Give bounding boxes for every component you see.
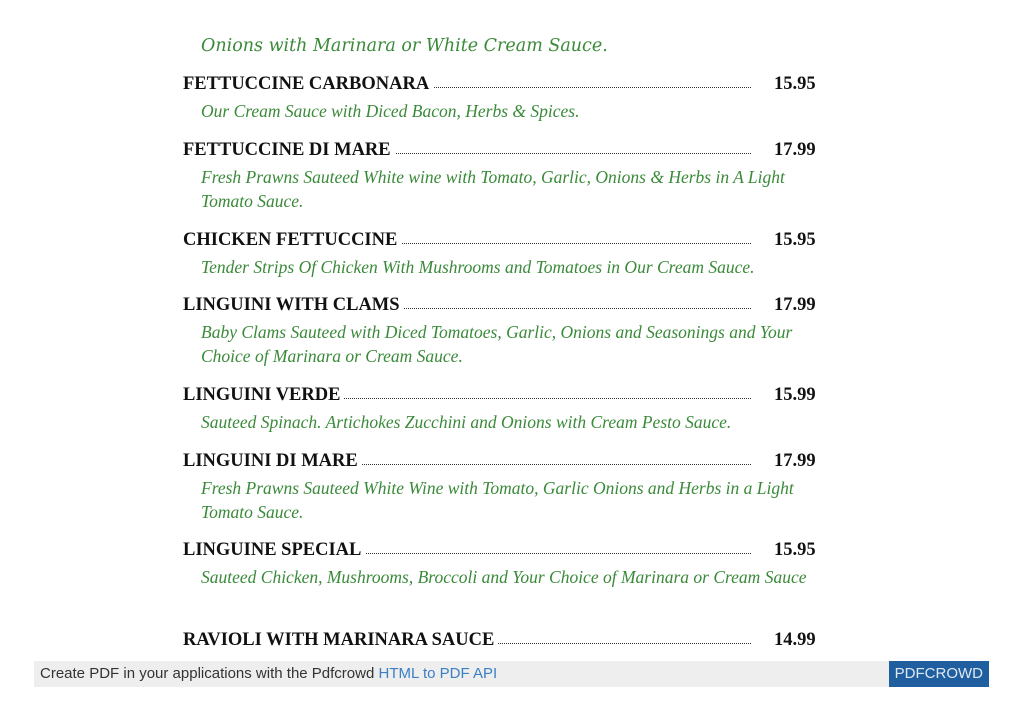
item-name: FETTUCCINE CARBONARA xyxy=(183,72,433,96)
item-name: RAVIOLI WITH MARINARA SAUCE xyxy=(183,628,498,652)
item-price: 14.99 xyxy=(774,630,816,650)
item-description: Our Cream Sauce with Diced Bacon, Herbs & Spices. xyxy=(201,101,580,121)
item-description: Baby Clams Sauteed with Diced Tomatoes, Garlic, Onions and Seasonings and Your Choice of Marinara or Cream Sauce. xyxy=(201,322,793,366)
item-name: LINGUINI DI MARE xyxy=(183,449,362,473)
menu-item xyxy=(183,72,843,123)
menu-item xyxy=(183,449,843,524)
menu-item xyxy=(183,538,843,589)
item-price: 17.99 xyxy=(774,451,816,471)
item-name: LINGUINE SPECIAL xyxy=(183,538,365,562)
menu-item xyxy=(183,383,843,434)
menu-item xyxy=(183,138,843,213)
item-description: Sauteed Chicken, Mushrooms, Broccoli and Your Choice of Marinara or Cream Sauce xyxy=(201,567,807,587)
item-price: 17.99 xyxy=(774,295,816,315)
menu-item xyxy=(183,228,843,279)
item-price: 15.95 xyxy=(774,540,816,560)
item-price: 15.95 xyxy=(774,74,816,94)
item-price: 17.99 xyxy=(774,140,816,160)
pdfcrowd-logo-link[interactable]: PDFCROWD xyxy=(889,661,989,687)
item-name: LINGUINI VERDE xyxy=(183,383,344,407)
pdfcrowd-footer xyxy=(34,661,989,687)
menu-item xyxy=(183,628,843,652)
item-name: FETTUCCINE DI MARE xyxy=(183,138,395,162)
item-price: 15.95 xyxy=(774,230,816,250)
menu-item xyxy=(183,293,843,368)
footer-text xyxy=(40,665,497,682)
item-description: Tender Strips Of Chicken With Mushrooms and Tomatoes in Our Cream Sauce. xyxy=(201,257,755,277)
item-description: Onions with Marinara or White Cream Sauce. xyxy=(201,36,608,56)
item-description: Fresh Prawns Sauteed White wine with Tomato, Garlic, Onions & Herbs in A Light Tomato Sauce. xyxy=(201,167,785,211)
footer-caption: Create PDF in your applications with the Pdfcrowd xyxy=(40,665,379,682)
html-to-pdf-api-link[interactable]: HTML to PDF API xyxy=(378,665,498,682)
item-description: Fresh Prawns Sauteed White Wine with Tomato, Garlic Onions and Herbs in a Light Tomato Sauce. xyxy=(201,478,794,522)
item-description: Sauteed Spinach. Artichokes Zucchini and Onions with Cream Pesto Sauce. xyxy=(201,412,732,432)
item-name: CHICKEN FETTUCCINE xyxy=(183,228,401,252)
item-price: 15.99 xyxy=(774,385,816,405)
item-name: LINGUINI WITH CLAMS xyxy=(183,293,404,317)
